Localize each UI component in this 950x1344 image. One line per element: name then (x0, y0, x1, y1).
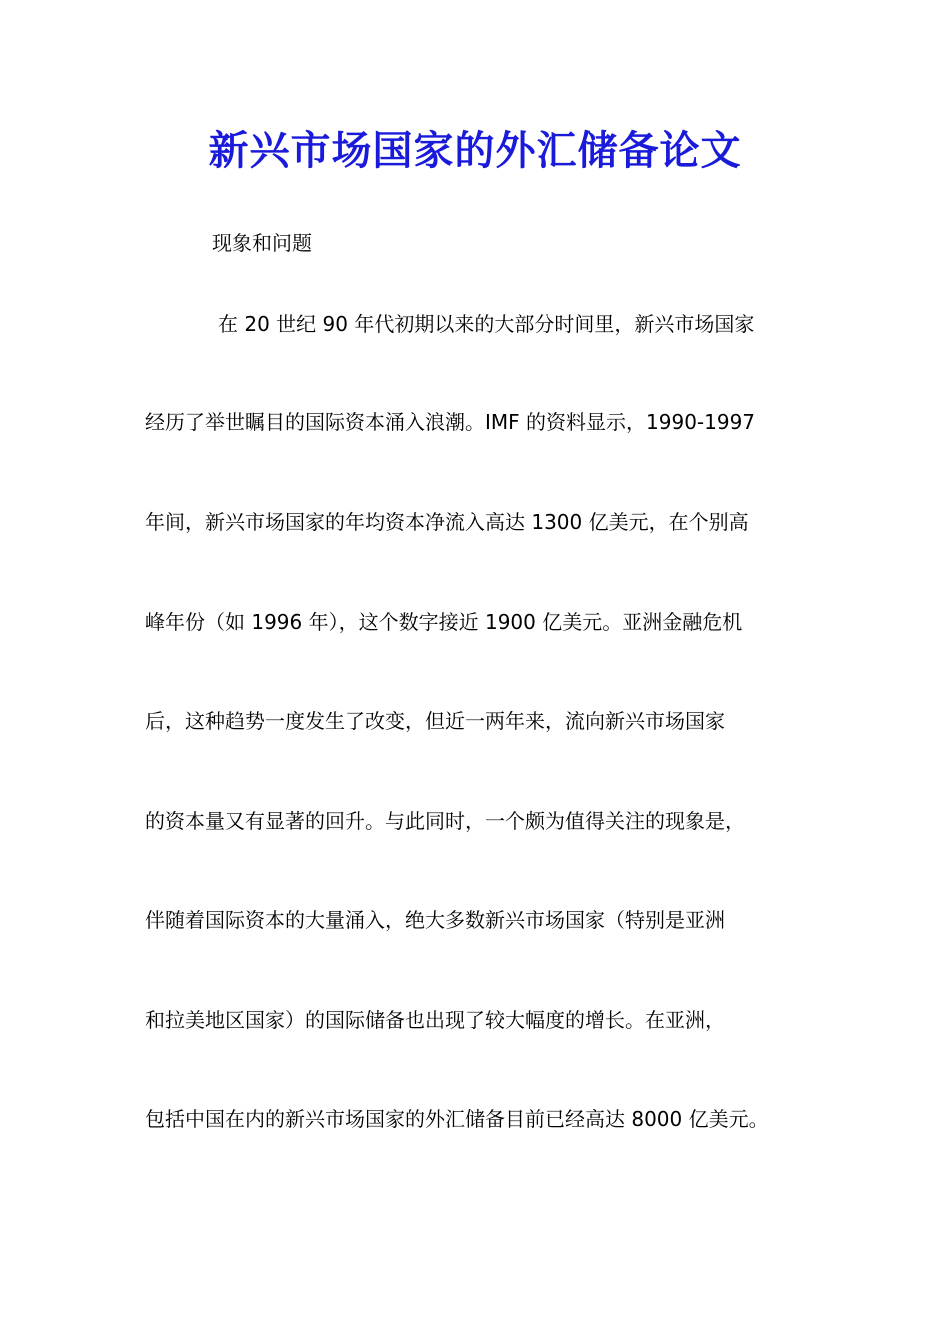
paragraph-line: 和拉美地区国家）的国际储备也出现了较大幅度的增长。在亚洲， (145, 1008, 725, 1032)
paragraph-line: 在 20 世纪 90 年代初期以来的大部分时间里，新兴市场国家 (218, 312, 755, 336)
paragraph-line: 的资本量又有显著的回升。与此同时，一个颇为值得关注的现象是， (145, 809, 745, 833)
section-heading: 现象和问题 (212, 231, 312, 255)
paragraph-line: 峰年份（如 1996 年），这个数字接近 1900 亿美元。亚洲金融危机 (145, 610, 743, 634)
paragraph-line: 年间，新兴市场国家的年均资本净流入高达 1300 亿美元，在个别高 (145, 510, 749, 534)
paragraph-line: 伴随着国际资本的大量涌入，绝大多数新兴市场国家（特别是亚洲 (145, 908, 725, 932)
paragraph-line: 经历了举世瞩目的国际资本涌入浪潮。IMF 的资料显示，1990-1997 (145, 410, 756, 434)
document-title: 新兴市场国家的外汇储备论文 (208, 127, 742, 174)
paragraph-line: 包括中国在内的新兴市场国家的外汇储备目前已经高达 8000 亿美元。 (145, 1107, 769, 1131)
paragraph-line: 后，这种趋势一度发生了改变，但近一两年来，流向新兴市场国家 (145, 709, 725, 733)
